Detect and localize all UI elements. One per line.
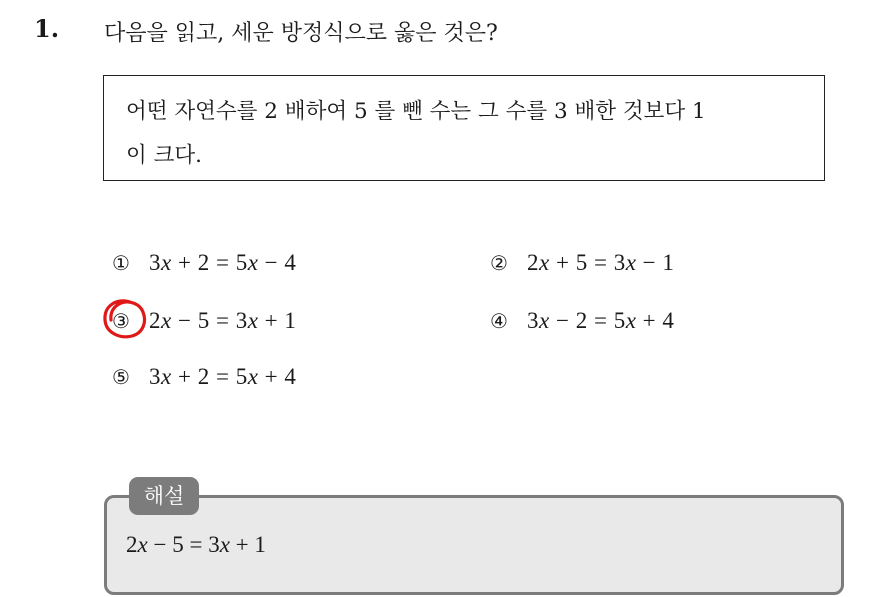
statement-line-2: 이 크다. bbox=[126, 143, 202, 168]
choice-2-mark: ② bbox=[490, 251, 508, 275]
choice-4-mark: ④ bbox=[490, 309, 508, 333]
choice-1[interactable] bbox=[112, 250, 296, 276]
choice-5-mark: ⑤ bbox=[112, 365, 130, 389]
choice-2[interactable] bbox=[490, 250, 674, 276]
choice-4[interactable] bbox=[490, 308, 674, 334]
choice-3-equation: 2x − 5 = 3x + 1 bbox=[149, 308, 297, 333]
problem-statement-box bbox=[103, 75, 825, 181]
choice-3-mark: ③ bbox=[112, 309, 130, 333]
question-number: 1. bbox=[34, 14, 60, 43]
explanation-equation: 2x − 5 = 3x + 1 bbox=[126, 532, 266, 557]
explanation-label: 해설 bbox=[129, 477, 199, 515]
question-prompt: 다음을 읽고, 세운 방정식으로 옳은 것은? bbox=[104, 21, 498, 46]
choice-4-equation: 3x − 2 = 5x + 4 bbox=[527, 308, 675, 333]
choice-5[interactable] bbox=[112, 364, 296, 390]
answer-circle-mark bbox=[100, 296, 150, 342]
statement-line-1: 어떤 자연수를 2 배하여 5 를 뺀 수는 그 수를 3 배한 것보다 1 bbox=[126, 99, 706, 124]
choice-1-mark: ① bbox=[112, 251, 130, 275]
choice-5-equation: 3x + 2 = 5x + 4 bbox=[149, 364, 297, 389]
choice-2-equation: 2x + 5 = 3x − 1 bbox=[527, 250, 675, 275]
choice-1-equation: 3x + 2 = 5x − 4 bbox=[149, 250, 297, 275]
